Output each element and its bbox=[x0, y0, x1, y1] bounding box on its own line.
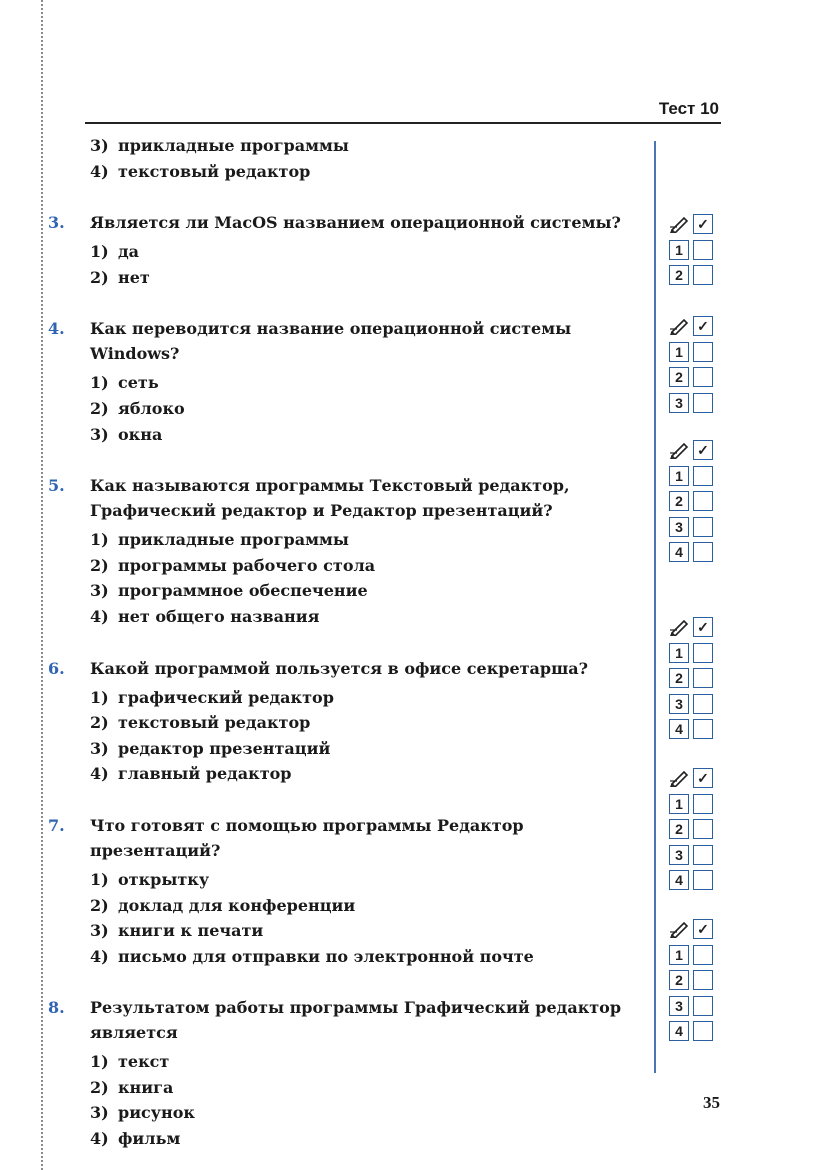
checkmark-icon: ✓ bbox=[693, 316, 713, 336]
question-4-answers bbox=[48, 370, 648, 447]
answer-grid-header bbox=[669, 214, 717, 234]
pencil-icon bbox=[669, 769, 689, 787]
answer-checkbox[interactable] bbox=[693, 668, 713, 688]
answer-grid-row bbox=[669, 996, 717, 1016]
answer-grid-row bbox=[669, 694, 717, 714]
answer-checkbox[interactable] bbox=[693, 466, 713, 486]
answer-grid-row bbox=[669, 542, 717, 562]
option-number: 2 bbox=[669, 668, 689, 688]
answer-checkbox[interactable] bbox=[693, 542, 713, 562]
question-6-answers bbox=[48, 685, 648, 787]
checkmark-icon: ✓ bbox=[693, 768, 713, 788]
question-number: 4. bbox=[48, 319, 65, 339]
option-number: 1 bbox=[669, 240, 689, 260]
answer-grid-row bbox=[669, 819, 717, 839]
answer-option: 2) нет bbox=[90, 267, 150, 287]
option-number: 2 bbox=[669, 491, 689, 511]
pencil-icon bbox=[669, 618, 689, 636]
pencil-icon bbox=[669, 215, 689, 233]
answer-option: 4) главный редактор bbox=[90, 764, 292, 784]
question-4 bbox=[48, 316, 648, 366]
checkmark-icon: ✓ bbox=[693, 440, 713, 460]
option-number: 3 bbox=[669, 694, 689, 714]
answer-grid-header bbox=[669, 768, 717, 788]
answer-checkbox[interactable] bbox=[693, 517, 713, 537]
answer-checkbox[interactable] bbox=[693, 870, 713, 890]
answer-checkbox[interactable] bbox=[693, 342, 713, 362]
option-number: 3 bbox=[669, 845, 689, 865]
answer-grid-row bbox=[669, 393, 717, 413]
answer-checkbox[interactable] bbox=[693, 367, 713, 387]
answer-option: 3) рисунок bbox=[90, 1103, 195, 1123]
answer-option: 4) текстовый редактор bbox=[90, 161, 311, 181]
answer-checkbox[interactable] bbox=[693, 393, 713, 413]
answer-grid-row bbox=[669, 643, 717, 663]
answer-option: 2) доклад для конференции bbox=[90, 895, 356, 915]
pencil-icon bbox=[669, 920, 689, 938]
option-number: 2 bbox=[669, 367, 689, 387]
questions-content bbox=[48, 133, 648, 1152]
answer-option: 1) прикладные программы bbox=[90, 530, 349, 550]
answer-checkbox[interactable] bbox=[693, 945, 713, 965]
answer-option: 3) книги к печати bbox=[90, 921, 264, 941]
answer-checkbox[interactable] bbox=[693, 794, 713, 814]
answer-option: 3) программное обеспечение bbox=[90, 581, 368, 601]
continued-answers bbox=[48, 133, 648, 184]
question-text: Как переводится название операционной системы Windows? bbox=[90, 319, 572, 364]
question-number: 8. bbox=[48, 998, 65, 1018]
option-number: 1 bbox=[669, 466, 689, 486]
cut-line bbox=[41, 0, 43, 1170]
answer-grid-header bbox=[669, 440, 717, 460]
answer-grid-row bbox=[669, 668, 717, 688]
answer-option: 2) программы рабочего стола bbox=[90, 555, 376, 575]
answer-grid-row bbox=[669, 342, 717, 362]
option-number: 1 bbox=[669, 643, 689, 663]
question-3 bbox=[48, 210, 648, 235]
option-number: 3 bbox=[669, 996, 689, 1016]
answer-grid-row bbox=[669, 845, 717, 865]
question-number: 7. bbox=[48, 815, 65, 835]
question-number: 3. bbox=[48, 213, 65, 233]
option-number: 4 bbox=[669, 542, 689, 562]
answer-option: 4) нет общего названия bbox=[90, 606, 320, 626]
question-7 bbox=[48, 813, 648, 863]
answer-grid-header bbox=[669, 919, 717, 939]
question-text: Является ли MacOS названием операционной системы? bbox=[90, 213, 621, 233]
answer-grid-row bbox=[669, 794, 717, 814]
question-8-answers bbox=[48, 1049, 648, 1151]
answer-option: 1) открытку bbox=[90, 869, 210, 889]
answer-option: 1) графический редактор bbox=[90, 687, 334, 707]
question-text: Какой программой пользуется в офисе секретарша? bbox=[90, 658, 589, 678]
answer-checkbox[interactable] bbox=[693, 819, 713, 839]
header-rule bbox=[85, 122, 721, 124]
answer-grid-row bbox=[669, 491, 717, 511]
test-title: Тест 10 bbox=[658, 99, 719, 118]
pencil-icon bbox=[669, 317, 689, 335]
answer-option: 3) прикладные программы bbox=[90, 136, 349, 155]
answer-option: 2) книга bbox=[90, 1077, 174, 1097]
question-text: Как называются программы Текстовый редактор, Графический редактор и Редактор презентаций? bbox=[90, 476, 570, 521]
answer-checkbox[interactable] bbox=[693, 694, 713, 714]
option-number: 2 bbox=[669, 970, 689, 990]
answer-checkbox[interactable] bbox=[693, 240, 713, 260]
answer-option: 4) письмо для отправки по электронной почте bbox=[90, 946, 534, 966]
answer-grid-row bbox=[669, 466, 717, 486]
answer-option: 1) да bbox=[90, 242, 140, 262]
answer-option: 1) сеть bbox=[90, 373, 159, 393]
question-number: 6. bbox=[48, 658, 65, 678]
answer-checkbox[interactable] bbox=[693, 719, 713, 739]
answer-checkbox[interactable] bbox=[693, 970, 713, 990]
answer-grid-row bbox=[669, 240, 717, 260]
question-text: Результатом работы программы Графический редактор является bbox=[90, 998, 622, 1043]
answer-option: 2) яблоко bbox=[90, 398, 185, 418]
answer-grid-row bbox=[669, 265, 717, 285]
answer-grid-header bbox=[669, 617, 717, 637]
question-7-answers bbox=[48, 867, 648, 969]
option-number: 4 bbox=[669, 870, 689, 890]
question-text: Что готовят с помощью программы Редактор презентаций? bbox=[90, 815, 524, 860]
answer-column-rule bbox=[654, 141, 656, 1073]
answer-checkbox[interactable] bbox=[693, 1021, 713, 1041]
option-number: 4 bbox=[669, 719, 689, 739]
answer-checkbox[interactable] bbox=[693, 996, 713, 1016]
option-number: 3 bbox=[669, 393, 689, 413]
option-number: 4 bbox=[669, 1021, 689, 1041]
answer-checkbox[interactable] bbox=[693, 643, 713, 663]
checkmark-icon: ✓ bbox=[693, 617, 713, 637]
checkmark-icon: ✓ bbox=[693, 214, 713, 234]
answer-checkbox[interactable] bbox=[693, 265, 713, 285]
answer-option: 1) текст bbox=[90, 1052, 170, 1072]
checkmark-icon: ✓ bbox=[693, 919, 713, 939]
question-number: 5. bbox=[48, 476, 65, 496]
option-number: 1 bbox=[669, 794, 689, 814]
answer-option: 3) редактор презентаций bbox=[90, 738, 331, 758]
question-6 bbox=[48, 656, 648, 681]
answer-option: 4) фильм bbox=[90, 1129, 181, 1149]
question-3-answers bbox=[48, 239, 648, 290]
answer-option: 3) окна bbox=[90, 424, 163, 444]
answer-grid-row bbox=[669, 970, 717, 990]
answer-checkbox[interactable] bbox=[693, 845, 713, 865]
option-number: 1 bbox=[669, 342, 689, 362]
question-5-answers bbox=[48, 527, 648, 629]
option-number: 2 bbox=[669, 265, 689, 285]
answer-grid-row bbox=[669, 719, 717, 739]
answer-option: 2) текстовый редактор bbox=[90, 713, 311, 733]
answer-checkbox[interactable] bbox=[693, 491, 713, 511]
pencil-icon bbox=[669, 441, 689, 459]
answer-grid-row bbox=[669, 1021, 717, 1041]
question-5 bbox=[48, 473, 648, 523]
answer-grid-row bbox=[669, 870, 717, 890]
option-number: 2 bbox=[669, 819, 689, 839]
answer-grid-row bbox=[669, 517, 717, 537]
question-8 bbox=[48, 995, 648, 1045]
page-number: 35 bbox=[703, 1093, 720, 1112]
option-number: 1 bbox=[669, 945, 689, 965]
answer-grid-row bbox=[669, 367, 717, 387]
answer-grid-row bbox=[669, 945, 717, 965]
option-number: 3 bbox=[669, 517, 689, 537]
answer-grid-header bbox=[669, 316, 717, 336]
